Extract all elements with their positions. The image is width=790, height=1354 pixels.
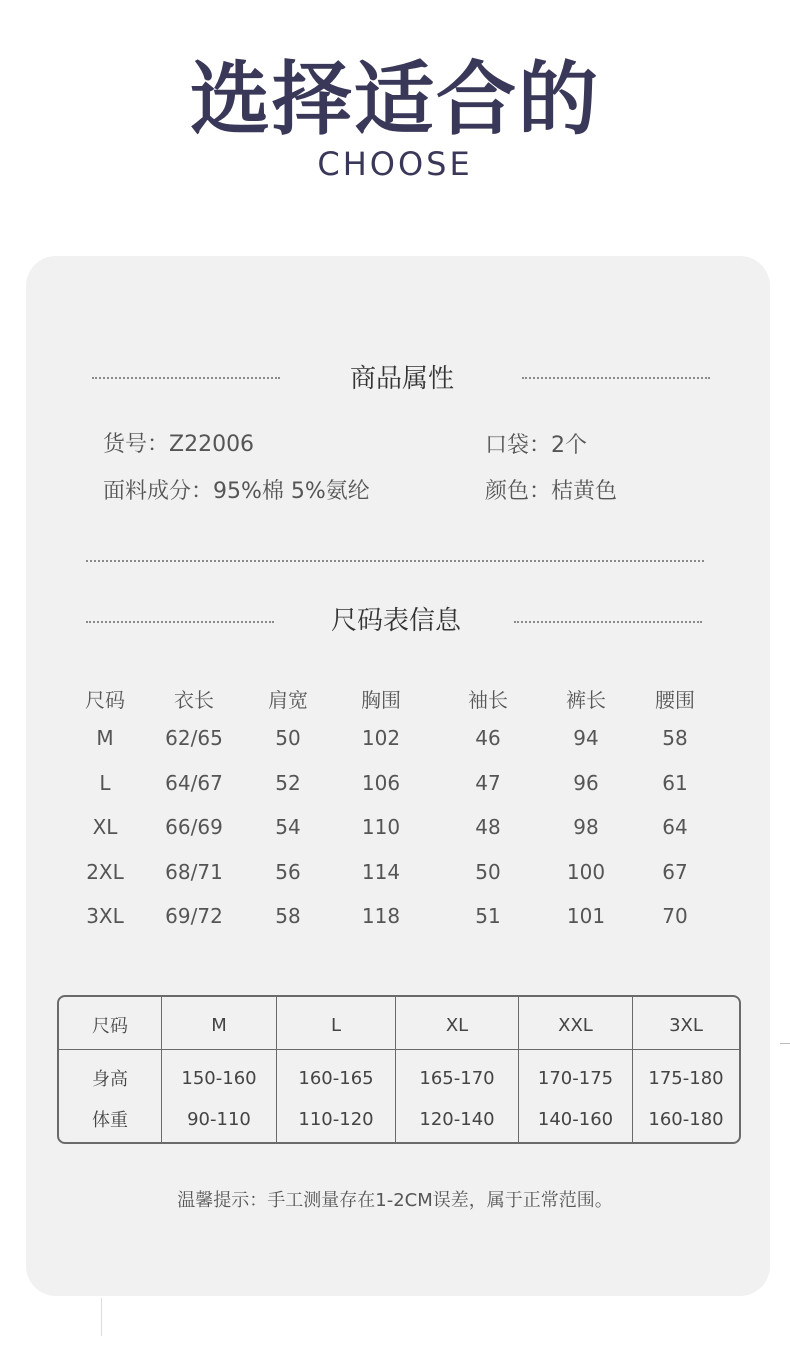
table-header-cell: L bbox=[277, 997, 396, 1050]
table-cell: 66/69 bbox=[165, 815, 223, 840]
table-cell: 52 bbox=[275, 770, 301, 795]
table-cell: 64/67 bbox=[165, 770, 223, 795]
table-cell: 120-140 bbox=[396, 1100, 519, 1142]
table-cell: 62/65 bbox=[165, 726, 223, 751]
fit-header-row bbox=[59, 997, 739, 1050]
table-cell: 68/71 bbox=[165, 859, 223, 884]
table-header-cell: 尺码 bbox=[85, 687, 125, 712]
table-header-cell: 衣长 bbox=[174, 687, 214, 712]
table-cell: 90-110 bbox=[162, 1100, 277, 1142]
table-cell: 110-120 bbox=[277, 1100, 396, 1142]
size-info-title: 尺码表信息 bbox=[330, 606, 461, 636]
table-cell: 58 bbox=[662, 726, 688, 751]
page-title: 选择适合的 bbox=[190, 53, 600, 146]
divider-dotted-left bbox=[86, 621, 274, 623]
material: 面料成分：95%棉 5%氨纶 bbox=[103, 479, 370, 504]
table-cell: 56 bbox=[275, 859, 301, 884]
divider-dotted-left bbox=[92, 377, 280, 379]
table-cell: 67 bbox=[662, 859, 688, 884]
decorative-line bbox=[101, 1298, 102, 1336]
table-cell: M bbox=[96, 726, 114, 751]
product-attrs-title: 商品属性 bbox=[349, 364, 454, 394]
table-cell: 106 bbox=[361, 770, 401, 795]
table-cell: 175-180 bbox=[648, 1067, 724, 1089]
table-header-cell: 3XL bbox=[633, 997, 739, 1050]
table-cell: 51 bbox=[475, 904, 501, 929]
table-header-cell: M bbox=[162, 997, 277, 1050]
table-cell: 160-165 bbox=[277, 1050, 396, 1100]
table-row bbox=[62, 850, 728, 895]
page-subtitle: CHOOSE bbox=[317, 145, 473, 183]
table-cell: 170-175 bbox=[519, 1050, 633, 1100]
table-header-cell: 胸围 bbox=[361, 687, 401, 712]
table-cell: 身高 bbox=[59, 1050, 162, 1100]
divider-dotted-right bbox=[522, 377, 710, 379]
table-cell: 61 bbox=[662, 770, 688, 795]
table-cell: 46 bbox=[475, 726, 501, 751]
table-cell: 98 bbox=[573, 815, 599, 840]
table-cell: 体重 bbox=[59, 1100, 162, 1142]
table-row bbox=[62, 716, 728, 761]
table-cell: 54 bbox=[275, 815, 301, 840]
table-header-cell: 袖长 bbox=[468, 687, 508, 712]
table-header-cell: 裤长 bbox=[566, 687, 606, 712]
table-header-cell: XL bbox=[396, 997, 519, 1050]
table-cell: 64 bbox=[662, 815, 688, 840]
decorative-line bbox=[780, 1043, 790, 1044]
fit-guide-table bbox=[57, 995, 741, 1144]
table-row bbox=[62, 894, 728, 939]
table-header-row bbox=[62, 680, 728, 716]
table-cell: XL bbox=[92, 815, 118, 840]
table-cell: 58 bbox=[275, 904, 301, 929]
divider-dotted-full bbox=[86, 560, 704, 562]
table-header-cell: 腰围 bbox=[655, 687, 695, 712]
table-cell: 2XL bbox=[86, 859, 124, 884]
table-cell: 94 bbox=[573, 726, 599, 751]
table-header-cell: 肩宽 bbox=[268, 687, 308, 712]
color: 颜色：桔黄色 bbox=[485, 479, 618, 504]
pockets: 口袋：2个 bbox=[485, 433, 587, 458]
table-row bbox=[62, 805, 728, 850]
size-table bbox=[62, 680, 728, 939]
table-cell: 3XL bbox=[86, 904, 124, 929]
weight-row bbox=[59, 1100, 739, 1142]
table-cell: 48 bbox=[475, 815, 501, 840]
table-header-cell: XXL bbox=[519, 997, 633, 1050]
table-cell: 118 bbox=[361, 904, 401, 929]
table-cell: 50 bbox=[275, 726, 301, 751]
table-cell: 140-160 bbox=[519, 1100, 633, 1142]
table-cell: 160-180 bbox=[648, 1108, 724, 1130]
table-cell: 101 bbox=[566, 904, 606, 929]
table-cell: 70 bbox=[662, 904, 688, 929]
table-cell: 110 bbox=[361, 815, 401, 840]
measurement-tip: 温馨提示：手工测量存在1-2CM误差，属于正常范围。 bbox=[177, 1190, 613, 1211]
height-row bbox=[59, 1050, 739, 1100]
table-cell: 96 bbox=[573, 770, 599, 795]
table-cell: L bbox=[99, 770, 111, 795]
table-header-cell: 尺码 bbox=[59, 997, 162, 1050]
table-row bbox=[62, 761, 728, 806]
table-cell: 114 bbox=[361, 859, 401, 884]
table-cell: 47 bbox=[475, 770, 501, 795]
table-cell: 165-170 bbox=[396, 1050, 519, 1100]
divider-dotted-right bbox=[514, 621, 702, 623]
table-cell: 102 bbox=[361, 726, 401, 751]
table-cell: 150-160 bbox=[162, 1050, 277, 1100]
table-cell: 50 bbox=[475, 859, 501, 884]
table-cell: 100 bbox=[566, 859, 606, 884]
table-cell: 69/72 bbox=[165, 904, 223, 929]
item-number: 货号：Z22006 bbox=[103, 432, 255, 457]
